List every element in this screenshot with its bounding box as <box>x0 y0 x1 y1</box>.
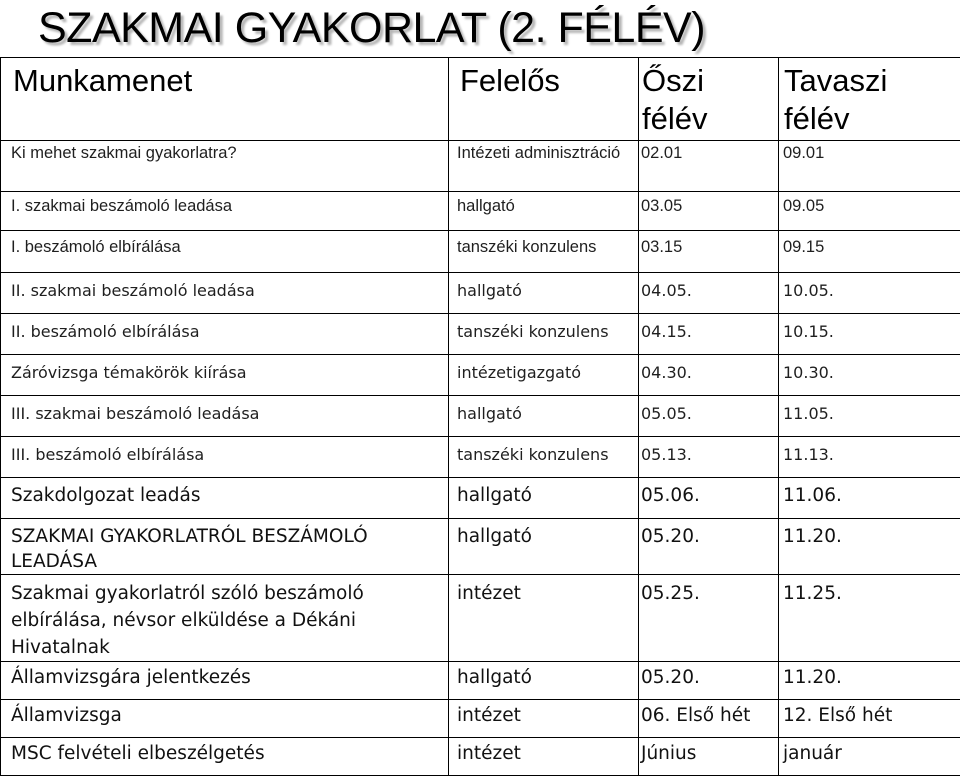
table-row <box>1 396 960 437</box>
cell-spring: 11.05. <box>779 396 960 437</box>
table-row <box>1 437 960 478</box>
cell-autumn: 04.15. <box>639 314 779 355</box>
cell-responsible: Intézeti adminisztráció <box>449 141 639 192</box>
cell-activity: III. beszámoló elbírálása <box>1 437 449 478</box>
table-row <box>1 662 960 700</box>
cell-spring: 12. Első hét <box>779 700 960 738</box>
table-row <box>1 700 960 738</box>
cell-responsible: hallgató <box>449 273 639 314</box>
cell-responsible: intézet <box>449 738 639 776</box>
cell-activity: I. szakmai beszámoló leadása <box>1 192 449 231</box>
cell-responsible: hallgató <box>449 478 639 519</box>
cell-autumn: 03.15 <box>639 231 779 273</box>
table-row <box>1 738 960 776</box>
cell-activity: MSC felvételi elbeszélgetés <box>1 738 449 776</box>
cell-activity: II. szakmai beszámoló leadása <box>1 273 449 314</box>
cell-activity: Államvizsga <box>1 700 449 738</box>
table-header-row <box>1 58 960 141</box>
cell-spring: 09.15 <box>779 231 960 273</box>
cell-autumn: 05.20. <box>639 662 779 700</box>
cell-activity: II. beszámoló elbírálása <box>1 314 449 355</box>
cell-responsible: intézetigazgató <box>449 355 639 396</box>
header-felelos: Felelős <box>449 58 639 141</box>
cell-spring: 09.01 <box>779 141 960 192</box>
cell-spring: 11.06. <box>779 478 960 519</box>
cell-autumn: Június <box>639 738 779 776</box>
schedule-table <box>0 57 960 776</box>
cell-activity: Szakdolgozat leadás <box>1 478 449 519</box>
cell-autumn: 05.05. <box>639 396 779 437</box>
cell-autumn: 06. Első hét <box>639 700 779 738</box>
cell-responsible: intézet <box>449 575 639 662</box>
cell-responsible: hallgató <box>449 519 639 575</box>
cell-responsible: tanszéki konzulens <box>449 437 639 478</box>
table-row <box>1 355 960 396</box>
cell-responsible: tanszéki konzulens <box>449 314 639 355</box>
cell-spring: 10.15. <box>779 314 960 355</box>
table-row <box>1 314 960 355</box>
table-row <box>1 141 960 192</box>
cell-autumn: 05.06. <box>639 478 779 519</box>
cell-activity: Szakmai gyakorlatról szóló beszámoló elbírálása, névsor elküldése a Dékáni Hivatalnak <box>1 575 449 662</box>
cell-spring: 10.05. <box>779 273 960 314</box>
table-row <box>1 192 960 231</box>
cell-autumn: 05.13. <box>639 437 779 478</box>
cell-spring: 11.20. <box>779 662 960 700</box>
cell-autumn: 04.30. <box>639 355 779 396</box>
table-row <box>1 231 960 273</box>
cell-spring: január <box>779 738 960 776</box>
cell-autumn: 03.05 <box>639 192 779 231</box>
table-row <box>1 478 960 519</box>
cell-spring: 09.05 <box>779 192 960 231</box>
cell-autumn: 05.20. <box>639 519 779 575</box>
cell-responsible: hallgató <box>449 396 639 437</box>
page-title: SZAKMAI GYAKORLAT (2. FÉLÉV) <box>38 0 705 56</box>
cell-activity: SZAKMAI GYAKORLATRÓL BESZÁMOLÓ LEADÁSA <box>1 519 449 575</box>
cell-spring: 11.13. <box>779 437 960 478</box>
table-row <box>1 575 960 662</box>
cell-spring: 11.20. <box>779 519 960 575</box>
cell-spring: 11.25. <box>779 575 960 662</box>
cell-activity: I. beszámoló elbírálása <box>1 231 449 273</box>
cell-spring: 10.30. <box>779 355 960 396</box>
cell-responsible: intézet <box>449 700 639 738</box>
header-munkamenet: Munkamenet <box>1 58 449 141</box>
cell-autumn: 05.25. <box>639 575 779 662</box>
cell-responsible: hallgató <box>449 192 639 231</box>
cell-activity: Ki mehet szakmai gyakorlatra? <box>1 141 449 192</box>
cell-activity: III. szakmai beszámoló leadása <box>1 396 449 437</box>
cell-activity: Államvizsgára jelentkezés <box>1 662 449 700</box>
header-tavaszi-felev: Tavaszi félév <box>779 58 960 141</box>
cell-autumn: 02.01 <box>639 141 779 192</box>
cell-activity: Záróvizsga témakörök kiírása <box>1 355 449 396</box>
table-row <box>1 519 960 575</box>
cell-autumn: 04.05. <box>639 273 779 314</box>
table-row <box>1 273 960 314</box>
cell-responsible: hallgató <box>449 662 639 700</box>
cell-responsible: tanszéki konzulens <box>449 231 639 273</box>
header-oszi-felev: Őszi félév <box>639 58 779 141</box>
